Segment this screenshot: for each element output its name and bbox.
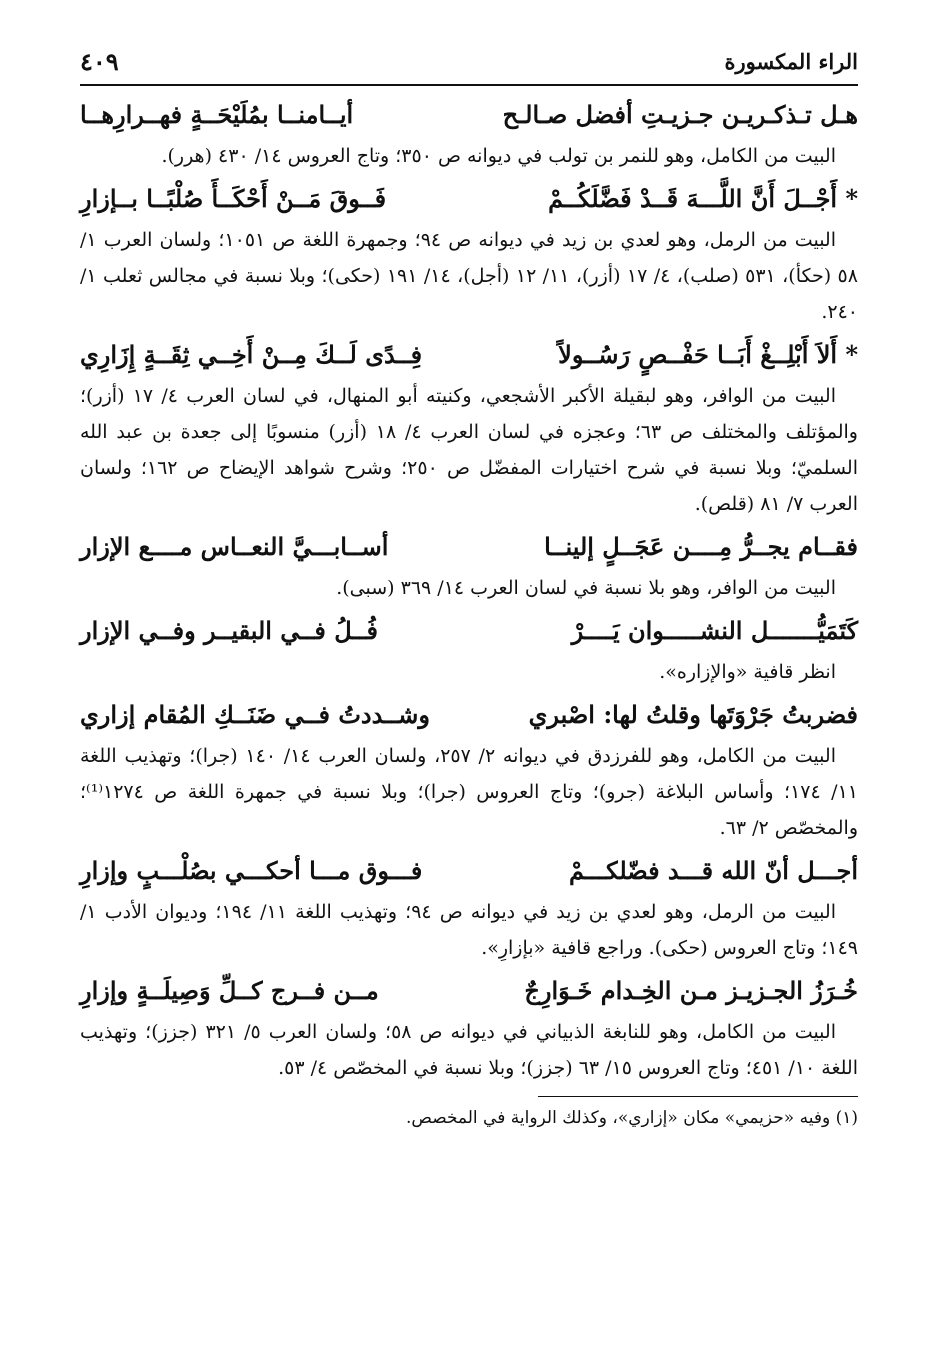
first-hemistich: فقــام يجــرُّ مِــــن عَجَــلٍ إلينــا	[544, 532, 858, 561]
first-hemistich: * أَجْــلَ أَنَّ اللَّـــهَ قَــدْ فَضَّلَكُــمْ	[548, 184, 858, 213]
first-hemistich: خُـرَزُ الجـزيـز مـن الخِـدام خَـوَارِجٌ	[524, 976, 858, 1005]
verse-line	[80, 848, 858, 894]
second-hemistich: وشــددتُ فــي ضَنَــكِ المُقام إزاري	[80, 700, 430, 729]
verse-entry	[80, 176, 858, 330]
verse-line	[80, 176, 858, 222]
verse-line	[80, 92, 858, 138]
second-hemistich: مــن فــرج كــلِّ وَصِيلَــةٍ وإزارِ	[80, 976, 379, 1005]
verse-entry	[80, 968, 858, 1086]
verse-entry	[80, 332, 858, 522]
first-hemistich: هـل تـذكـريـن جـزيـتِ أفضل صـالـح	[502, 100, 858, 129]
verse-entry	[80, 848, 858, 966]
second-hemistich: أيــامنــا بمُلَيْحَــةٍ فهــرارِهــا	[80, 100, 354, 129]
verse-line	[80, 608, 858, 654]
running-title: الراء المكسورة	[724, 48, 858, 74]
second-hemistich: أســابـــيَّ النعــاس مــــع الإزار	[80, 532, 389, 561]
footnote-rule	[538, 1096, 858, 1097]
verse-commentary: البيت من الرمل، وهو لعدي بن زيد في ديوانه ص ٩٤؛ وتهذيب اللغة ١١/ ١٩٤؛ وديوان الأدب ١/ ١٤٩؛ وتاج العروس (حكى). وراجع قافية «بإزارِ».	[80, 901, 858, 959]
second-hemistich: فِــدًى لَــكَ مِــنْ أَخِــي ثِقَــةٍ إِزَارِي	[80, 340, 423, 369]
first-hemistich: فضربتُ جَرْوَتَها وقلتُ لها: اصْبري	[528, 700, 858, 729]
verse-line	[80, 332, 858, 378]
verse-commentary: البيت من الوافر، وهو بلا نسبة في لسان العرب ١٤/ ٣٦٩ (سبى).	[336, 577, 836, 599]
footnote: (١) وفيه «حزيمي» مكان «إزاري»، وكذلك الرواية في المخصص.	[405, 1108, 858, 1128]
first-hemistich: كَتَمَيُّـــــــل النشـــــوان يَــــرْ	[571, 616, 858, 645]
second-hemistich: فَــوقَ مَــنْ أَحْكَــأَ صُلْبًــا بــإزارِ	[80, 184, 387, 213]
verse-entry	[80, 92, 858, 174]
verse-entry	[80, 608, 858, 690]
verse-entry	[80, 692, 858, 846]
first-hemistich: * أَلاَ أَبْلِــغْ أَبَــا حَفْــصٍ رَسُــولاً	[558, 340, 858, 369]
verse-commentary: البيت من الرمل، وهو لعدي بن زيد في ديوانه ص ٩٤؛ وجمهرة اللغة ص ١٠٥١؛ ولسان العرب ١/ ٥٨ (حكأ)، ٥٣١ (صلب)، ٤/ ١٧ (أزر)، ١١/ ١٢ (أجل)، ١٤/ ١٩١ (حكى)؛ وبلا نسبة في مجالس ثعلب ١/ ٢٤٠.	[80, 229, 858, 323]
verse-commentary: البيت من الكامل، وهو للفرزدق في ديوانه ٢/ ٢٥٧، ولسان العرب ١٤/ ١٤٠ (جرا)؛ وتهذيب اللغة ١١/ ١٧٤؛ وأساس البلاغة (جرو)؛ وتاج العروس (جرا)؛ وبلا نسبة في جمهرة اللغة ص ١٢٧٤⁽¹⁾؛ والمخصّص ٢/ ٦٣.	[80, 745, 858, 839]
page-number: ٤٠٩	[80, 46, 119, 76]
verse-line	[80, 692, 858, 738]
verse-entry	[80, 524, 858, 606]
verse-commentary: انظر قافية «والإزاره».	[659, 661, 836, 683]
first-hemistich: أجـــل أنّ الله قـــد فضّلكـــمْ	[569, 856, 858, 885]
second-hemistich: فُــلُ فــي البقيــر وفــي الإزار	[80, 616, 378, 645]
verse-commentary: البيت من الكامل، وهو للنابغة الذبياني في ديوانه ص ٥٨؛ ولسان العرب ٥/ ٣٢١ (جزز)؛ وتهذيب اللغة ١٠/ ٤٥١؛ وتاج العروس ١٥/ ٦٣ (جزز)؛ وبلا نسبة في المخصّص ٤/ ٥٣.	[80, 1021, 858, 1079]
page-header	[80, 38, 858, 86]
verse-line	[80, 524, 858, 570]
verse-commentary: البيت من الكامل، وهو للنمر بن تولب في ديوانه ص ٣٥٠؛ وتاج العروس ١٤/ ٤٣٠ (هرر).	[161, 145, 836, 167]
verse-commentary: البيت من الوافر، وهو لبقيلة الأكبر الأشجعي، وكنيته أبو المنهال، في لسان العرب ٤/ ١٧ (أزر)؛ والمؤتلف والمختلف ص ٦٣؛ وعجزه في لسان العرب ٤/ ١٨ (أزر) منسوبًا إلى جعدة بن عبد الله السلميّ؛ وبلا نسبة في شرح اختيارات المفضّل ص ٢٥٠؛ وشرح شواهد الإيضاح ص ١٦٢؛ ولسان العرب ٧/ ٨١ (قلص).	[80, 385, 858, 515]
verse-line	[80, 968, 858, 1014]
second-hemistich: فـــوق مـــا أحكـــي بصُلْـــبٍ وإزارِ	[80, 856, 423, 885]
entries-list	[80, 92, 858, 1086]
